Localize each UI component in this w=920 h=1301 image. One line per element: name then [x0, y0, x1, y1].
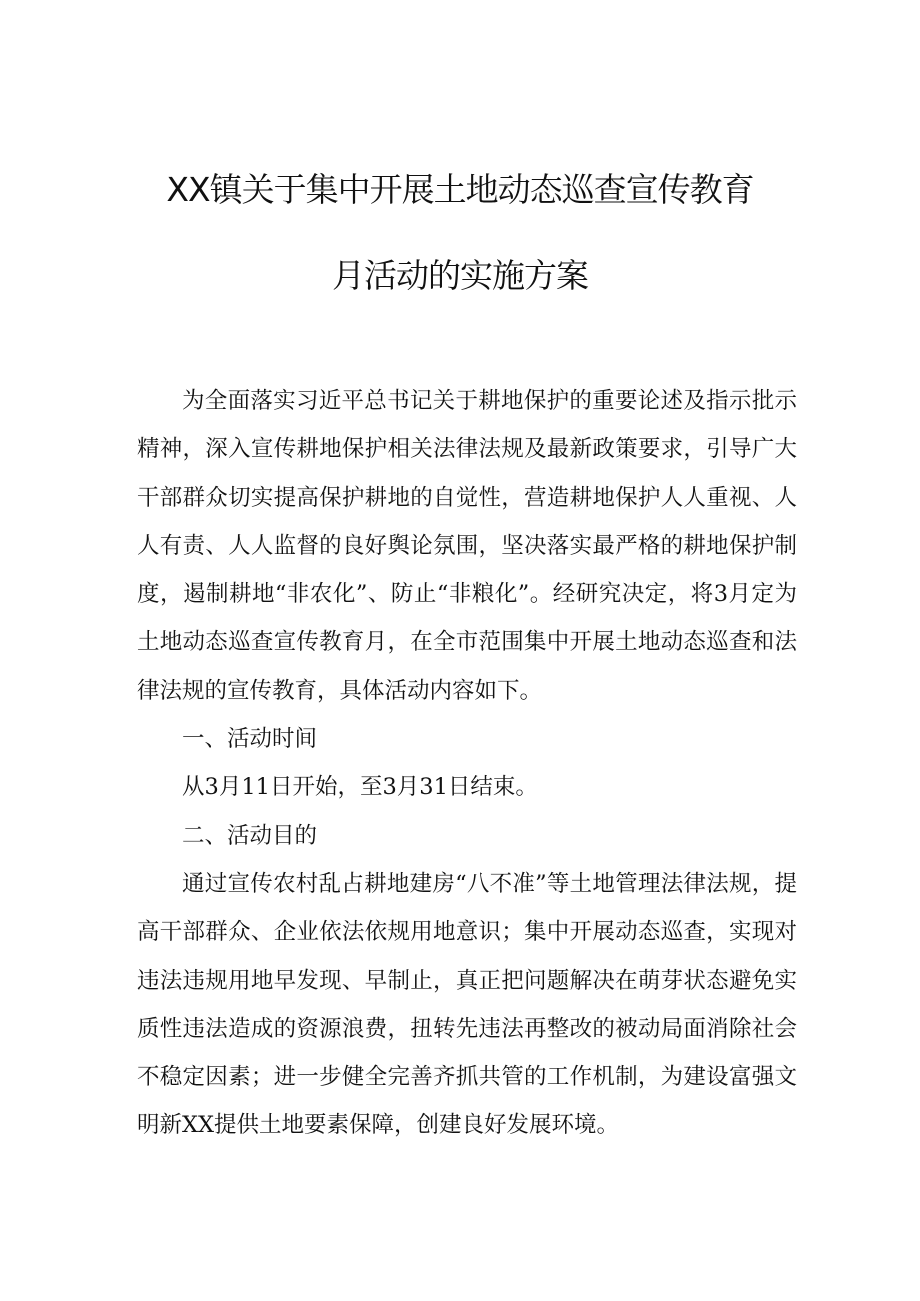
- intro-paragraph: 为全面落实习近平总书记关于耕地保护的重要论述及指示批示精神，深入宣传耕地保护相关法律法规及最新政策要求，引导广大干部群众切实提高保护耕地的自觉性，营造耕地保护人人重视、人人有责、人人监督的良好舆论氛围，坚决落实最严格的耕地保护制度，遏制耕地“非农化”、防止“非粮化”。经研究决定，将3月定为土地动态巡查宣传教育月，在全市范围集中开展土地动态巡查和法律法规的宣传教育，具体活动内容如下。: [137, 388, 797, 704]
- document-title-line-1: XX镇关于集中开展土地动态巡查宣传教育: [166, 170, 754, 209]
- activity-purpose-paragraph: 通过宣传农村乱占耕地建房“八不准”等土地管理法律法规，提高干部群众、企业依法依规用地意识；集中开展动态巡查，实现对违法违规用地早发现、早制止，真正把问题解决在萌芽状态避免实质性违法造成的资源浪费，扭转先违法再整改的被动局面消除社会不稳定因素；进一步健全完善齐抓共管的工作机制，为建设富强文明新XX提供土地要素保障，创建良好发展环境。: [137, 870, 797, 1139]
- document-title-line-2: 月活动的实施方案: [332, 256, 588, 295]
- activity-time-paragraph: 从3月11日开始，至3月31日结束。: [182, 774, 538, 801]
- section-heading-activity-time: 一、活动时间: [182, 726, 318, 753]
- document-body: [137, 377, 797, 1150]
- section-heading-activity-purpose: 二、活动目的: [182, 822, 318, 849]
